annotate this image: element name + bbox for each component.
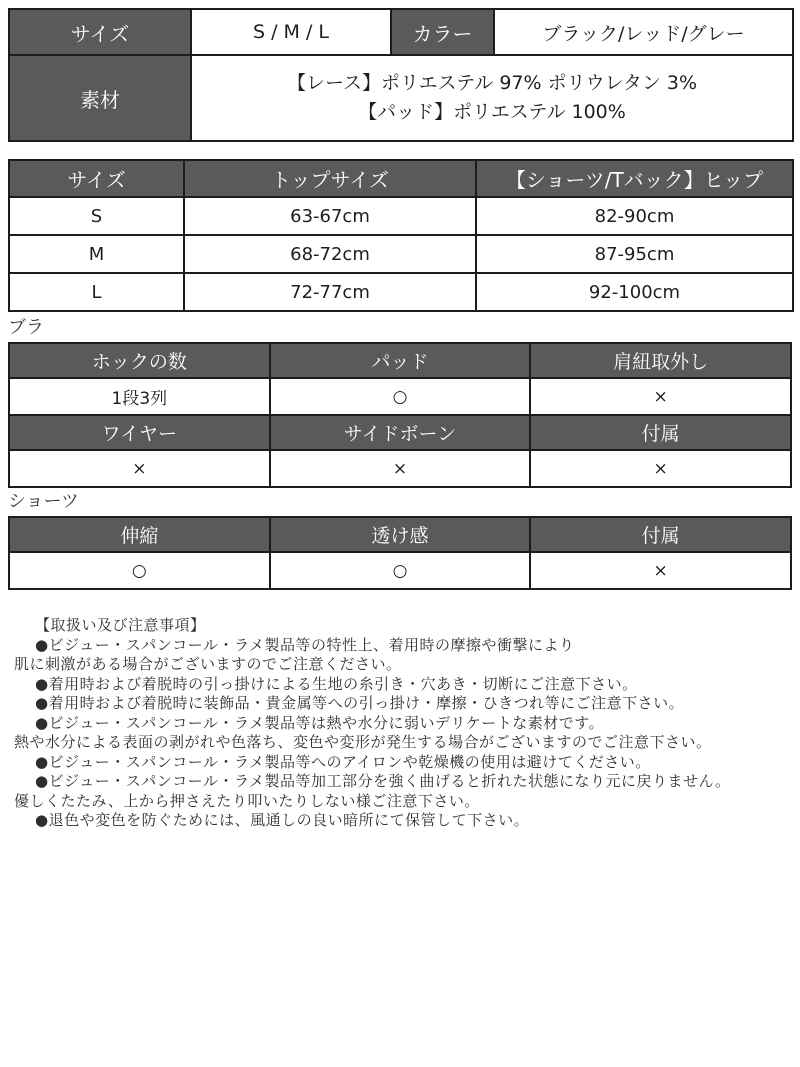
shorts-header-accessory: 付属 xyxy=(530,517,791,552)
care-note-line: ●着用時および着脱時に装飾品・貴金属等への引っ掛け・摩擦・ひきつれ等にご注意下さい。 xyxy=(35,694,685,712)
bra-section-label: ブラ xyxy=(8,317,44,338)
care-note-line: ●着用時および着脱時の引っ掛けによる生地の糸引き・穴あき・切断にご注意下さい。 xyxy=(35,674,638,693)
measurements-row-m xyxy=(9,235,793,273)
shorts-spec-table xyxy=(8,516,792,590)
shorts-sheer-value: ○ xyxy=(270,552,531,589)
material-line-1: 【レース】ポリエステル 97% ポリウレタン 3% xyxy=(286,72,698,94)
bra-strap-value: × xyxy=(530,378,791,415)
shorts-accessory-value: × xyxy=(530,552,791,589)
shorts-value-row xyxy=(9,552,791,589)
bra-header-row-1 xyxy=(9,343,791,378)
bra-pad-value: ○ xyxy=(270,378,531,415)
care-notes-title: 【取扱い及び注意事項】 xyxy=(35,616,206,634)
measurements-table xyxy=(8,159,794,312)
measurements-header-row xyxy=(9,160,793,197)
size-s-hip-cell: 82-90cm xyxy=(476,197,793,235)
shorts-stretch-value: ○ xyxy=(9,552,270,589)
size-color-material-table xyxy=(8,8,794,142)
bra-sidebone-value: × xyxy=(270,450,531,487)
bra-hooks-value: 1段3列 xyxy=(9,378,270,415)
material-row xyxy=(9,55,793,141)
size-value-cell: S / M / L xyxy=(191,9,391,55)
care-note-line: 熱や水分による表面の剥がれや色落ち、変色や変形が発生する場合がございますのでご注意下さい。 xyxy=(14,733,712,751)
measurements-row-s xyxy=(9,197,793,235)
care-note-line: ●ビジュー・スパンコール・ラメ製品等加工部分を強く曲げると折れた状態になり元に戻りません。 xyxy=(35,772,731,790)
size-m-top-cell: 68-72cm xyxy=(184,235,476,273)
care-note-line: 肌に刺激がある場合がございますのでご注意ください。 xyxy=(14,655,402,673)
measurements-row-l xyxy=(9,273,793,311)
shorts-header-stretch: 伸縮 xyxy=(9,517,270,552)
material-line-2: 【パッド】ポリエステル 100% xyxy=(358,101,626,123)
care-note-line: ●ビジュー・スパンコール・ラメ製品等の特性上、着用時の摩擦や衝撃により xyxy=(35,635,575,654)
material-value-cell xyxy=(191,55,793,141)
shorts-section-label: ショーツ xyxy=(8,491,79,512)
bra-header-wire: ワイヤー xyxy=(9,415,270,450)
bra-header-hooks: ホックの数 xyxy=(9,343,270,378)
bra-header-sidebone: サイドボーン xyxy=(270,415,531,450)
color-value-cell: ブラック/レッド/グレー xyxy=(494,9,793,55)
size-s-top-cell: 63-67cm xyxy=(184,197,476,235)
material-label-cell: 素材 xyxy=(9,55,191,141)
bra-spec-table xyxy=(8,342,792,488)
bra-wire-value: × xyxy=(9,450,270,487)
measurements-header-top: トップサイズ xyxy=(184,160,476,197)
measurements-header-size: サイズ xyxy=(9,160,184,197)
care-note-line: ●ビジュー・スパンコール・ラメ製品等は熱や水分に弱いデリケートな素材です。 xyxy=(35,713,605,732)
size-s-cell: S xyxy=(9,197,184,235)
care-note-line: ●ビジュー・スパンコール・ラメ製品等へのアイロンや乾燥機の使用は避けてください。 xyxy=(35,752,651,771)
bra-header-accessory: 付属 xyxy=(530,415,791,450)
size-l-hip-cell: 92-100cm xyxy=(476,273,793,311)
bra-header-row-2 xyxy=(9,415,791,450)
size-m-cell: M xyxy=(9,235,184,273)
care-notes xyxy=(8,616,792,831)
bra-header-pad: パッド xyxy=(270,343,531,378)
size-label-cell: サイズ xyxy=(9,9,191,55)
care-note-line: 優しくたたみ、上から押さえたり叩いたりしない様ご注意下さい。 xyxy=(14,791,480,810)
measurements-header-hip: 【ショーツ/Tバック】ヒップ xyxy=(476,160,793,197)
bra-value-row-1 xyxy=(9,378,791,415)
size-l-top-cell: 72-77cm xyxy=(184,273,476,311)
size-l-cell: L xyxy=(9,273,184,311)
bra-header-strap: 肩紐取外し xyxy=(530,343,791,378)
bra-accessory-value: × xyxy=(530,450,791,487)
product-spec-page xyxy=(8,8,792,831)
shorts-header-sheer: 透け感 xyxy=(270,517,531,552)
size-m-hip-cell: 87-95cm xyxy=(476,235,793,273)
size-color-row xyxy=(9,9,793,55)
color-label-cell: カラー xyxy=(391,9,494,55)
shorts-header-row xyxy=(9,517,791,552)
bra-value-row-2 xyxy=(9,450,791,487)
care-note-line: ●退色や変色を防ぐためには、風通しの良い暗所にて保管して下さい。 xyxy=(35,811,530,829)
